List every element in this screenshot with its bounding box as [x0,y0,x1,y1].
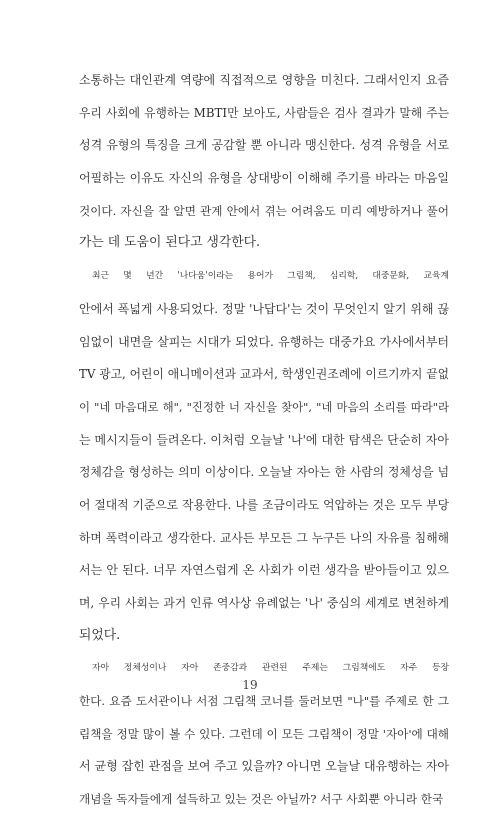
text-line: 서는 안 된다. 너무 자연스럽게 온 사회가 이런 생각을 받아들이고 있으 [79,563,449,578]
text-line: TV 광고, 어린이 애니메이션과 교과서, 학생인권조례에 이르기까지 끝없 [79,367,449,382]
text-line: 서 균형 잡힌 관점을 보여 주고 있을까? 아니면 오늘날 대유행하는 자아 [79,759,449,774]
text-line: 하며 폭력이라고 생각한다. 교사든 부모든 그 누구든 나의 자유를 침해해 [79,530,449,545]
text-line: 는 메시지들이 들려온다. 이처럼 오늘날 '나'에 대한 탐색은 단순히 자아 [79,432,449,447]
text-line: 이 "네 마음대로 해", "진정한 너 자신을 찾아", "네 마음의 소리를 따라"라 [79,399,449,414]
text-line: 정체감을 형성하는 의미 이상이다. 오늘날 자아는 한 사람의 정체성을 넘 [79,465,449,480]
text-line: 것이다. 자신을 잘 알면 관계 안에서 겪는 어려움도 미리 예방하거나 풀어 [79,203,449,218]
text-line: 소통하는 대인관계 역량에 직접적으로 영향을 미친다. 그래서인지 요즘 [79,73,449,87]
page-number: 19 [242,678,258,692]
text-line: 림책을 정말 많이 볼 수 있다. 그런데 이 모든 그림책이 정말 '자아'에 대해 [79,726,449,741]
text-line: 최근 몇 년간 '나다움'이라는 용어가 그림책, 심리학, 대중문화, 교육계 [92,271,449,282]
text-line: 되었다. [79,627,121,643]
text-line: 한다. 요즘 도서관이나 서점 그림책 코너를 둘러보면 "나"를 주제로 한 그 [79,694,449,709]
text-line: 어 절대적 기준으로 작용한다. 나를 조금이라도 억압하는 것은 모두 부당 [79,497,449,512]
text-line: 임없이 내면을 살피는 시대가 되었다. 유행하는 대중가요 가사에서부터 [79,334,449,349]
paragraph [79,264,449,656]
paragraph [79,68,449,264]
body-text [79,68,449,820]
text-line: 안에서 폭넓게 사용되었다. 정말 '나답다'는 것이 무엇인지 알기 위해 끊 [79,301,449,316]
text-line: 자아 정체성이나 자아 존중감과 관련된 주제는 그림책에도 자주 등장 [92,663,449,674]
text-line: 며, 우리 사회는 과거 인류 역사상 유례없는 '나' 중심의 세계로 변천하게 [79,596,449,610]
text-line: 우리 사회에 유행하는 MBTI만 보아도, 사람들은 검사 결과가 말해 주는 [79,105,449,120]
text-line: 가는 데 도움이 된다고 생각한다. [79,235,261,251]
text-line: 개념을 독자들에게 설득하고 있는 것은 아닐까? 서구 사회뿐 아니라 한국 [79,792,444,807]
text-line: 어필하는 이유도 자신의 유형을 상대방이 이해해 주기를 바라는 마음일 [79,171,449,186]
text-line: 성격 유형의 특징을 크게 공감할 뿐 아니라 맹신한다. 성격 유형을 서로 [79,138,449,153]
